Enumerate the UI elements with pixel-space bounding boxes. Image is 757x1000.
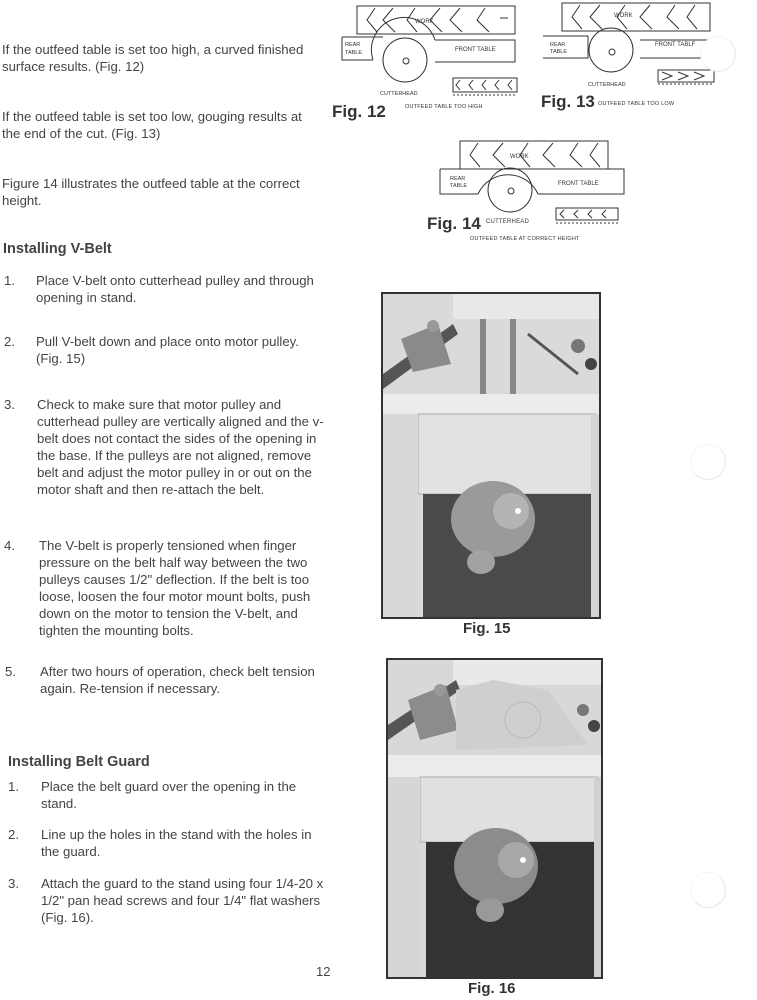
step-number: 2.: [4, 334, 15, 349]
step-number: 1.: [4, 273, 15, 288]
step-text: After two hours of operation, check belt tension again. Re-tension if necessary.: [40, 664, 315, 696]
fig13-caption: OUTFEED TABLE TOO LOW: [598, 101, 675, 107]
svg-text:FRONT TABLE: FRONT TABLE: [455, 47, 496, 53]
svg-text:WORK: WORK: [614, 13, 633, 19]
punch-hole-bottom: [690, 872, 726, 908]
svg-text:TABLE: TABLE: [450, 183, 468, 189]
svg-text:FRONT TABLE: FRONT TABLE: [558, 181, 599, 187]
belt-guard-photo: [388, 660, 601, 977]
fig14-caption: OUTFEED TABLE AT CORRECT HEIGHT: [470, 236, 580, 242]
fig13-label: Fig. 13: [541, 92, 595, 111]
svg-text:TABLE: TABLE: [550, 49, 568, 55]
svg-text:REAR: REAR: [450, 176, 466, 182]
punch-hole-top: [700, 36, 736, 72]
step-text: Pull V-belt down and place onto motor pulley. (Fig. 15): [36, 334, 299, 366]
section-heading-v-belt: Installing V-Belt: [3, 241, 112, 257]
fig12-diagram: [335, 0, 525, 105]
svg-text:WORK: WORK: [415, 19, 434, 25]
fig13-diagram: [540, 0, 720, 95]
punch-hole-middle: [690, 444, 726, 480]
svg-text:CUTTERHEAD: CUTTERHEAD: [380, 91, 418, 97]
fig16-photo: [386, 658, 603, 979]
step-number: 3.: [8, 876, 19, 891]
fig14-cutterhead-label: CUTTERHEAD: [486, 219, 530, 225]
intro-paragraph-fig13: If the outfeed table is set too low, gouging results at the end of the cut. (Fig. 13): [2, 109, 302, 141]
step-text: Place the belt guard over the opening in the stand.: [41, 779, 297, 811]
svg-text:FRONT TABLF: FRONT TABLF: [655, 42, 696, 48]
svg-text:REAR: REAR: [345, 42, 361, 48]
planer-belt-photo: [383, 294, 599, 617]
step-text: The V-belt is properly tensioned when finger pressure on the belt half way between the two pulleys causes 1/2" deflection. If the belt is too loose, loosen the four motor mount bolts, push down on the motor to tension the V-belt, and tighten the mounting bolts.: [39, 538, 311, 638]
intro-paragraph-fig14: Figure 14 illustrates the outfeed table at the correct height.: [2, 176, 300, 208]
svg-text:CUTTERHEAD: CUTTERHEAD: [588, 82, 626, 88]
step-number: 5.: [5, 664, 16, 679]
fig16-label: Fig. 16: [468, 980, 516, 997]
svg-text:TABLE: TABLE: [345, 50, 363, 56]
fig14-label: Fig. 14: [427, 214, 481, 233]
fig12-caption: OUTFEED TABLE TOO HIGH: [405, 104, 483, 110]
step-text: Check to make sure that motor pulley and cutterhead pulley are vertically aligned and the v-belt does not contact the sides of the opening in the base. If the pulleys are not aligned, remove belt and adjust the motor pulley in or out on the motor shaft and then re-attach the belt.: [37, 397, 324, 497]
step-number: 4.: [4, 538, 15, 553]
section-heading-belt-guard: Installing Belt Guard: [8, 754, 150, 770]
step-number: 1.: [8, 779, 19, 794]
svg-text:WORK: WORK: [510, 154, 529, 160]
fig15-label: Fig. 15: [463, 620, 511, 637]
step-text: Place V-belt onto cutterhead pulley and through opening in stand.: [36, 273, 314, 305]
page-number: 12: [316, 964, 331, 979]
step-number: 2.: [8, 827, 19, 842]
step-number: 3.: [4, 397, 15, 412]
step-text: Attach the guard to the stand using four 1/4-20 x 1/2" pan head screws and four 1/4" flat washers (Fig. 16).: [41, 876, 324, 925]
step-text: Line up the holes in the stand with the holes in the guard.: [41, 827, 312, 859]
fig12-label: Fig. 12: [332, 102, 386, 121]
intro-paragraph-fig12: If the outfeed table is set too high, a curved finished surface results. (Fig. 12): [2, 42, 304, 74]
svg-text:REAR: REAR: [550, 42, 566, 48]
fig15-photo: [381, 292, 601, 619]
